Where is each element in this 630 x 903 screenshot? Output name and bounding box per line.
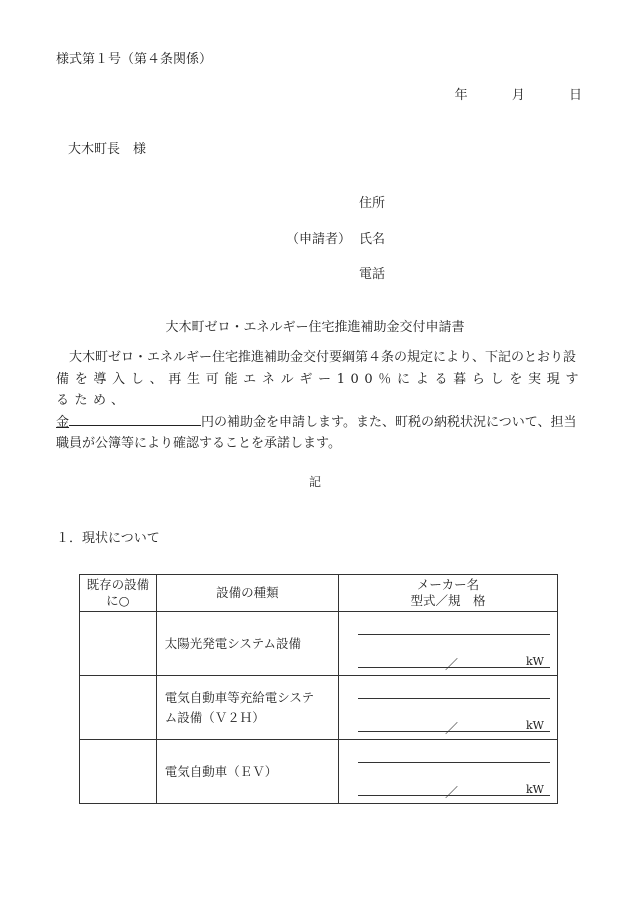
date-day: 日 (568, 88, 582, 103)
header-existing (80, 575, 157, 612)
amount-prefix: 金 (56, 414, 70, 430)
maker-cell[interactable] (338, 612, 557, 676)
model-spec-line[interactable] (358, 795, 550, 796)
slash-separator: ／ (444, 786, 458, 801)
header-maker-line1: メーカー名 (416, 577, 480, 592)
equipment-type-line1: 太陽光発電システム設備 (164, 635, 301, 651)
maker-name-line[interactable] (358, 762, 550, 763)
ki-label: 記 (308, 475, 321, 489)
table-row (80, 676, 558, 740)
phone-label: 電話 (359, 267, 386, 282)
equipment-type-cell (156, 676, 338, 740)
body-line-4: 職員が公簿等により確認することを承諾します。 (56, 436, 341, 452)
maker-name-line[interactable] (358, 698, 550, 699)
equipment-type-line2: ム設備（Ｖ２Ｈ） (164, 709, 265, 725)
slash-separator: ／ (444, 658, 458, 673)
maker-name-line[interactable] (358, 634, 550, 635)
date-line (455, 84, 582, 103)
header-maker-line2: 型式／規 格 (410, 593, 486, 608)
slash-separator: ／ (444, 722, 458, 737)
model-spec-line[interactable] (358, 731, 550, 732)
existing-check-cell[interactable] (80, 612, 157, 676)
unit-label: kW (526, 719, 544, 732)
header-existing-line1: 既存の設備 (86, 577, 150, 592)
existing-check-cell[interactable] (80, 740, 157, 804)
date-month: 月 (511, 88, 525, 103)
date-year: 年 (454, 88, 468, 103)
maker-cell[interactable] (338, 676, 557, 740)
maker-cell[interactable] (338, 740, 557, 804)
equipment-type-line1: 電気自動車等充給電システ (164, 689, 315, 705)
address-label: 住所 (359, 196, 386, 211)
section-heading: １．現状について (56, 531, 160, 546)
table-header-row (80, 575, 558, 612)
header-existing-line2: に○ (106, 593, 130, 608)
body-line-3-rest: 円の補助金を申請します。また、町税の納税状況について、担当 (201, 414, 577, 430)
table-row (80, 612, 558, 676)
unit-label: kW (526, 655, 544, 668)
applicant-role-label: （申請者） (286, 232, 352, 247)
table-row (80, 740, 558, 804)
form-number: 様式第１号（第４条関係） (56, 52, 213, 67)
equipment-type-cell (156, 612, 338, 676)
equipment-type-line1: 電気自動車（ＥＶ） (164, 763, 278, 779)
body-line-2: 備を導入し、再生可能エネルギー100％による暮らしを実現するため、 (56, 371, 584, 409)
equipment-type-cell (156, 740, 338, 804)
application-body (56, 347, 584, 455)
existing-check-cell[interactable] (80, 676, 157, 740)
header-maker (338, 575, 557, 612)
addressee: 大木町長 様 (68, 142, 147, 157)
unit-label: kW (526, 783, 544, 796)
name-label: 氏名 (359, 232, 386, 247)
document-title: 大木町ゼロ・エネルギー住宅推進補助金交付申請書 (165, 320, 465, 335)
amount-blank (69, 413, 201, 426)
model-spec-line[interactable] (358, 667, 550, 668)
body-line-1: 大木町ゼロ・エネルギー住宅推進補助金交付要綱第４条の規定により、下記のとおり設 (69, 350, 577, 365)
header-type: 設備の種類 (156, 575, 338, 612)
equipment-table (79, 574, 558, 804)
body-line-3 (56, 412, 584, 434)
